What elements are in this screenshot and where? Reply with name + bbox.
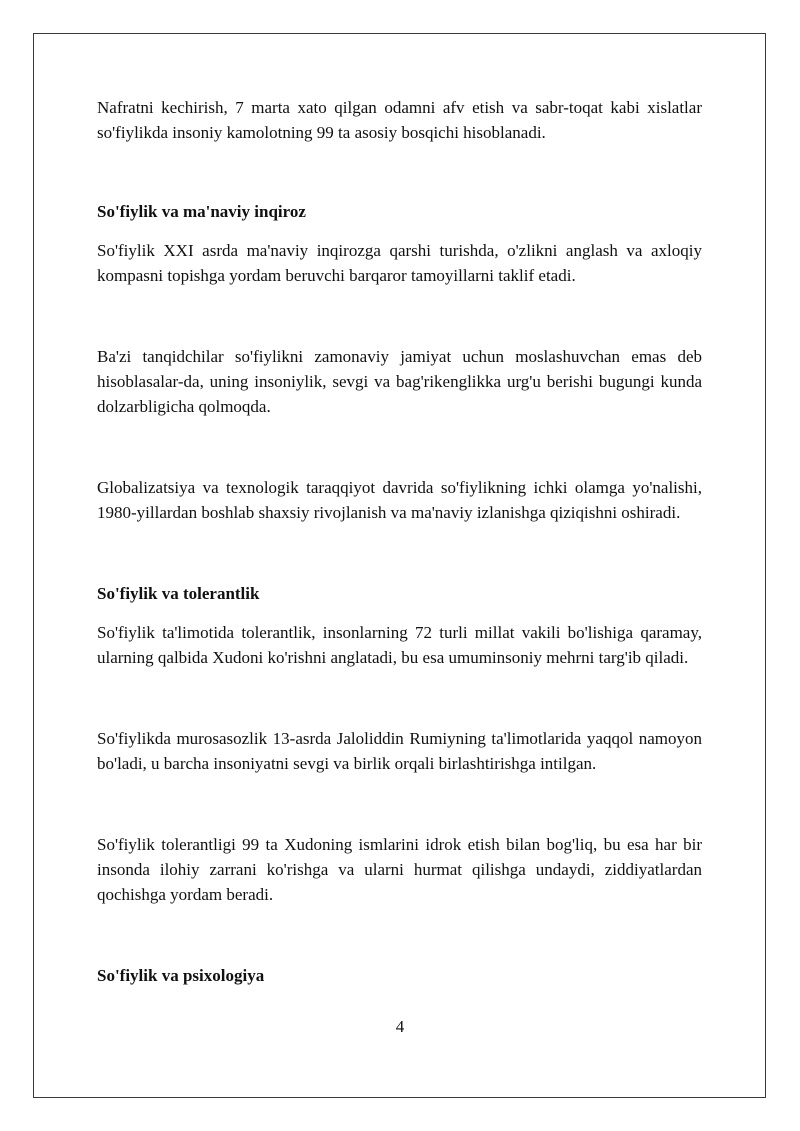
paragraph-rumi: So'fiylikda murosasozlik 13-asrda Jaloliddin Rumiyning ta'limotlarida yaqqol namoyon bo'ladi, u barcha insoniyatni sevgi va birlik orqali birlashtirishga intilgan. bbox=[97, 729, 702, 773]
paragraph-critics: Ba'zi tanqidchilar so'fiylikni zamonaviy jamiyat uchun moslashuvchan emas deb hisoblasalar-da, uning insoniylik, sevgi va bag'rikenglikka urg'u berishi bugungi kunda dolzarbligicha qolmoqda. bbox=[97, 347, 702, 416]
paragraph-forgiveness: Nafratni kechirish, 7 marta xato qilgan odamni afv etish va sabr-toqat kabi xislatlar so'fiylikda insoniy kamolotning 99 ta asosiy bosqichi hisoblanadi. bbox=[97, 98, 702, 142]
section-heading-spiritual-crisis: So'fiylik va ma'naviy inqiroz bbox=[97, 202, 306, 221]
section-heading-psychology: So'fiylik va psixologiya bbox=[97, 966, 265, 985]
paragraph-99-names: So'fiylik tolerantligi 99 ta Xudoning ismlarini idrok etish bilan bog'liq, bu esa har bir insonda ilohiy zarrani ko'rishga va ularni hurmat qilishga undaydi, ziddiyatlardan qochishga yordam beradi. bbox=[97, 835, 702, 904]
page-number: 4 bbox=[395, 1017, 405, 1036]
paragraph-globalization: Globalizatsiya va texnologik taraqqiyot davrida so'fiylikning ichki olamga yo'nalishi, 1980-yillardan boshlab shaxsiy rivojlanish va ma'naviy izlanishga qiziqishni oshiradi. bbox=[97, 478, 702, 522]
document-body bbox=[97, 95, 702, 1002]
section-heading-tolerance: So'fiylik va tolerantlik bbox=[97, 584, 260, 603]
paragraph-tolerance-teaching: So'fiylik ta'limotida tolerantlik, insonlarning 72 turli millat vakili bo'lishiga qaramay, ularning qalbida Xudoni ko'rishni anglatadi, bu esa umuminsoniy mehrni targ'ib qiladi. bbox=[97, 623, 702, 667]
paragraph-spiritual-crisis: So'fiylik XXI asrda ma'naviy inqirozga qarshi turishda, o'zlikni anglash va axloqiy kompasni topishga yordam beruvchi barqaror tamoyillarni taklif etadi. bbox=[97, 241, 702, 285]
